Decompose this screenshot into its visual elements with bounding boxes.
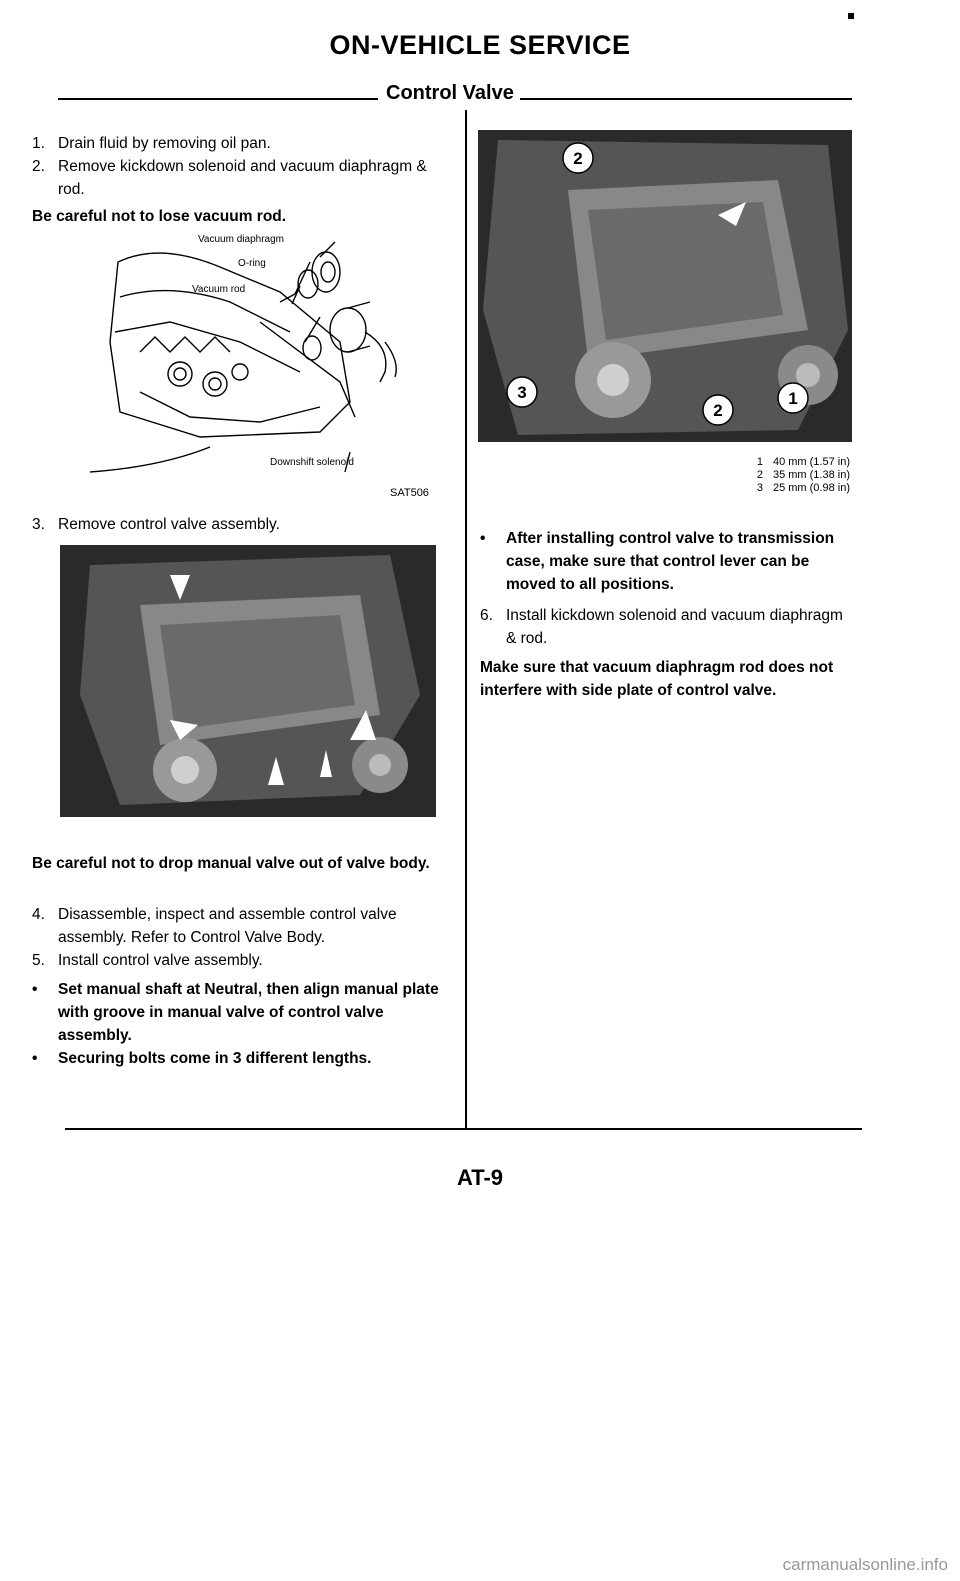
vacuum-diaphragm-diagram (80, 222, 460, 500)
step-2 (32, 155, 442, 201)
column-divider (465, 110, 467, 1130)
page-number: AT-9 (456, 1165, 504, 1190)
photo-marker-2-top: 2 (573, 149, 583, 168)
bullet-text: After installing control valve to transmission case, make sure that control lever can be moved to all positions. (506, 530, 835, 593)
figure-code: SAT506 (390, 487, 429, 499)
watermark: carmanualsonline.info (782, 1555, 948, 1574)
label-o-ring: O-ring (238, 258, 266, 269)
section-rule-left (58, 98, 378, 100)
footer-rule (65, 1128, 862, 1130)
left-column-top (32, 132, 442, 228)
bolt-length-specs (700, 456, 850, 495)
step-text: Disassemble, inspect and assemble control valve assembly. Refer to Control Valve Body. (58, 906, 397, 946)
bolt-location-photo-art (478, 130, 852, 442)
step-number: 6. (480, 607, 493, 624)
step-text: Install control valve assembly. (58, 952, 263, 969)
spec-row (700, 456, 850, 469)
control-valve-photo-art (60, 545, 436, 817)
bullet-icon: • (32, 1050, 38, 1067)
label-vacuum-diaphragm: Vacuum diaphragm (198, 234, 284, 245)
step-text: Remove kickdown solenoid and vacuum diaphragm & rod. (58, 158, 427, 198)
step-1 (32, 132, 442, 155)
corner-mark (848, 13, 854, 19)
left-column-bottom (32, 903, 442, 1070)
caution-vacuum-rod: Be careful not to lose vacuum rod. (32, 208, 287, 225)
step-number: 1. (32, 135, 45, 152)
right-column-text (480, 527, 854, 702)
spec-value: 35 mm (1.38 in) (772, 469, 850, 481)
step-number: 4. (32, 906, 45, 923)
bullet-text: Set manual shaft at Neutral, then align manual plate with groove in manual valve of control valve assembly. (58, 981, 439, 1044)
step-3 (32, 513, 442, 536)
label-downshift-solenoid: Downshift solenoid (270, 457, 354, 468)
bullet-manual-shaft (32, 978, 442, 1047)
spec-value: 40 mm (1.57 in) (772, 456, 850, 468)
spec-num: 2 (756, 469, 763, 481)
photo-marker-2-bottom: 2 (713, 401, 723, 420)
bullet-icon: • (480, 530, 486, 547)
spec-value: 25 mm (0.98 in) (772, 482, 850, 494)
bullet-icon: • (32, 981, 38, 998)
step-number: 3. (32, 516, 45, 533)
bolt-location-photo (478, 130, 852, 442)
caution-diaphragm-rod: Make sure that vacuum diaphragm rod does not interfere with side plate of control valve. (480, 659, 834, 699)
photo-marker-3: 3 (517, 383, 527, 402)
control-valve-photo (60, 545, 436, 817)
section-rule-right (520, 98, 852, 100)
step-text: Drain fluid by removing oil pan. (58, 135, 271, 152)
caution-manual-valve: Be careful not to drop manual valve out of valve body. (32, 855, 430, 872)
spec-row (700, 469, 850, 482)
step-text: Install kickdown solenoid and vacuum diaphragm & rod. (506, 607, 843, 647)
spec-num: 1 (756, 456, 763, 468)
step-4 (32, 903, 442, 949)
bullet-securing-bolts (32, 1047, 442, 1070)
bullet-text: Securing bolts come in 3 different lengths. (58, 1050, 372, 1067)
photo-marker-1: 1 (788, 389, 798, 408)
step-number: 2. (32, 158, 45, 175)
step-6 (480, 604, 854, 650)
step-text: Remove control valve assembly. (58, 516, 280, 533)
section-title: Control Valve (386, 82, 514, 104)
bullet-after-installing (480, 527, 854, 596)
step-number: 5. (32, 952, 45, 969)
spec-num: 3 (756, 482, 763, 494)
page-title: ON-VEHICLE SERVICE (329, 30, 631, 60)
label-vacuum-rod: Vacuum rod (192, 284, 246, 295)
spec-row (700, 482, 850, 495)
step-5 (32, 949, 442, 972)
